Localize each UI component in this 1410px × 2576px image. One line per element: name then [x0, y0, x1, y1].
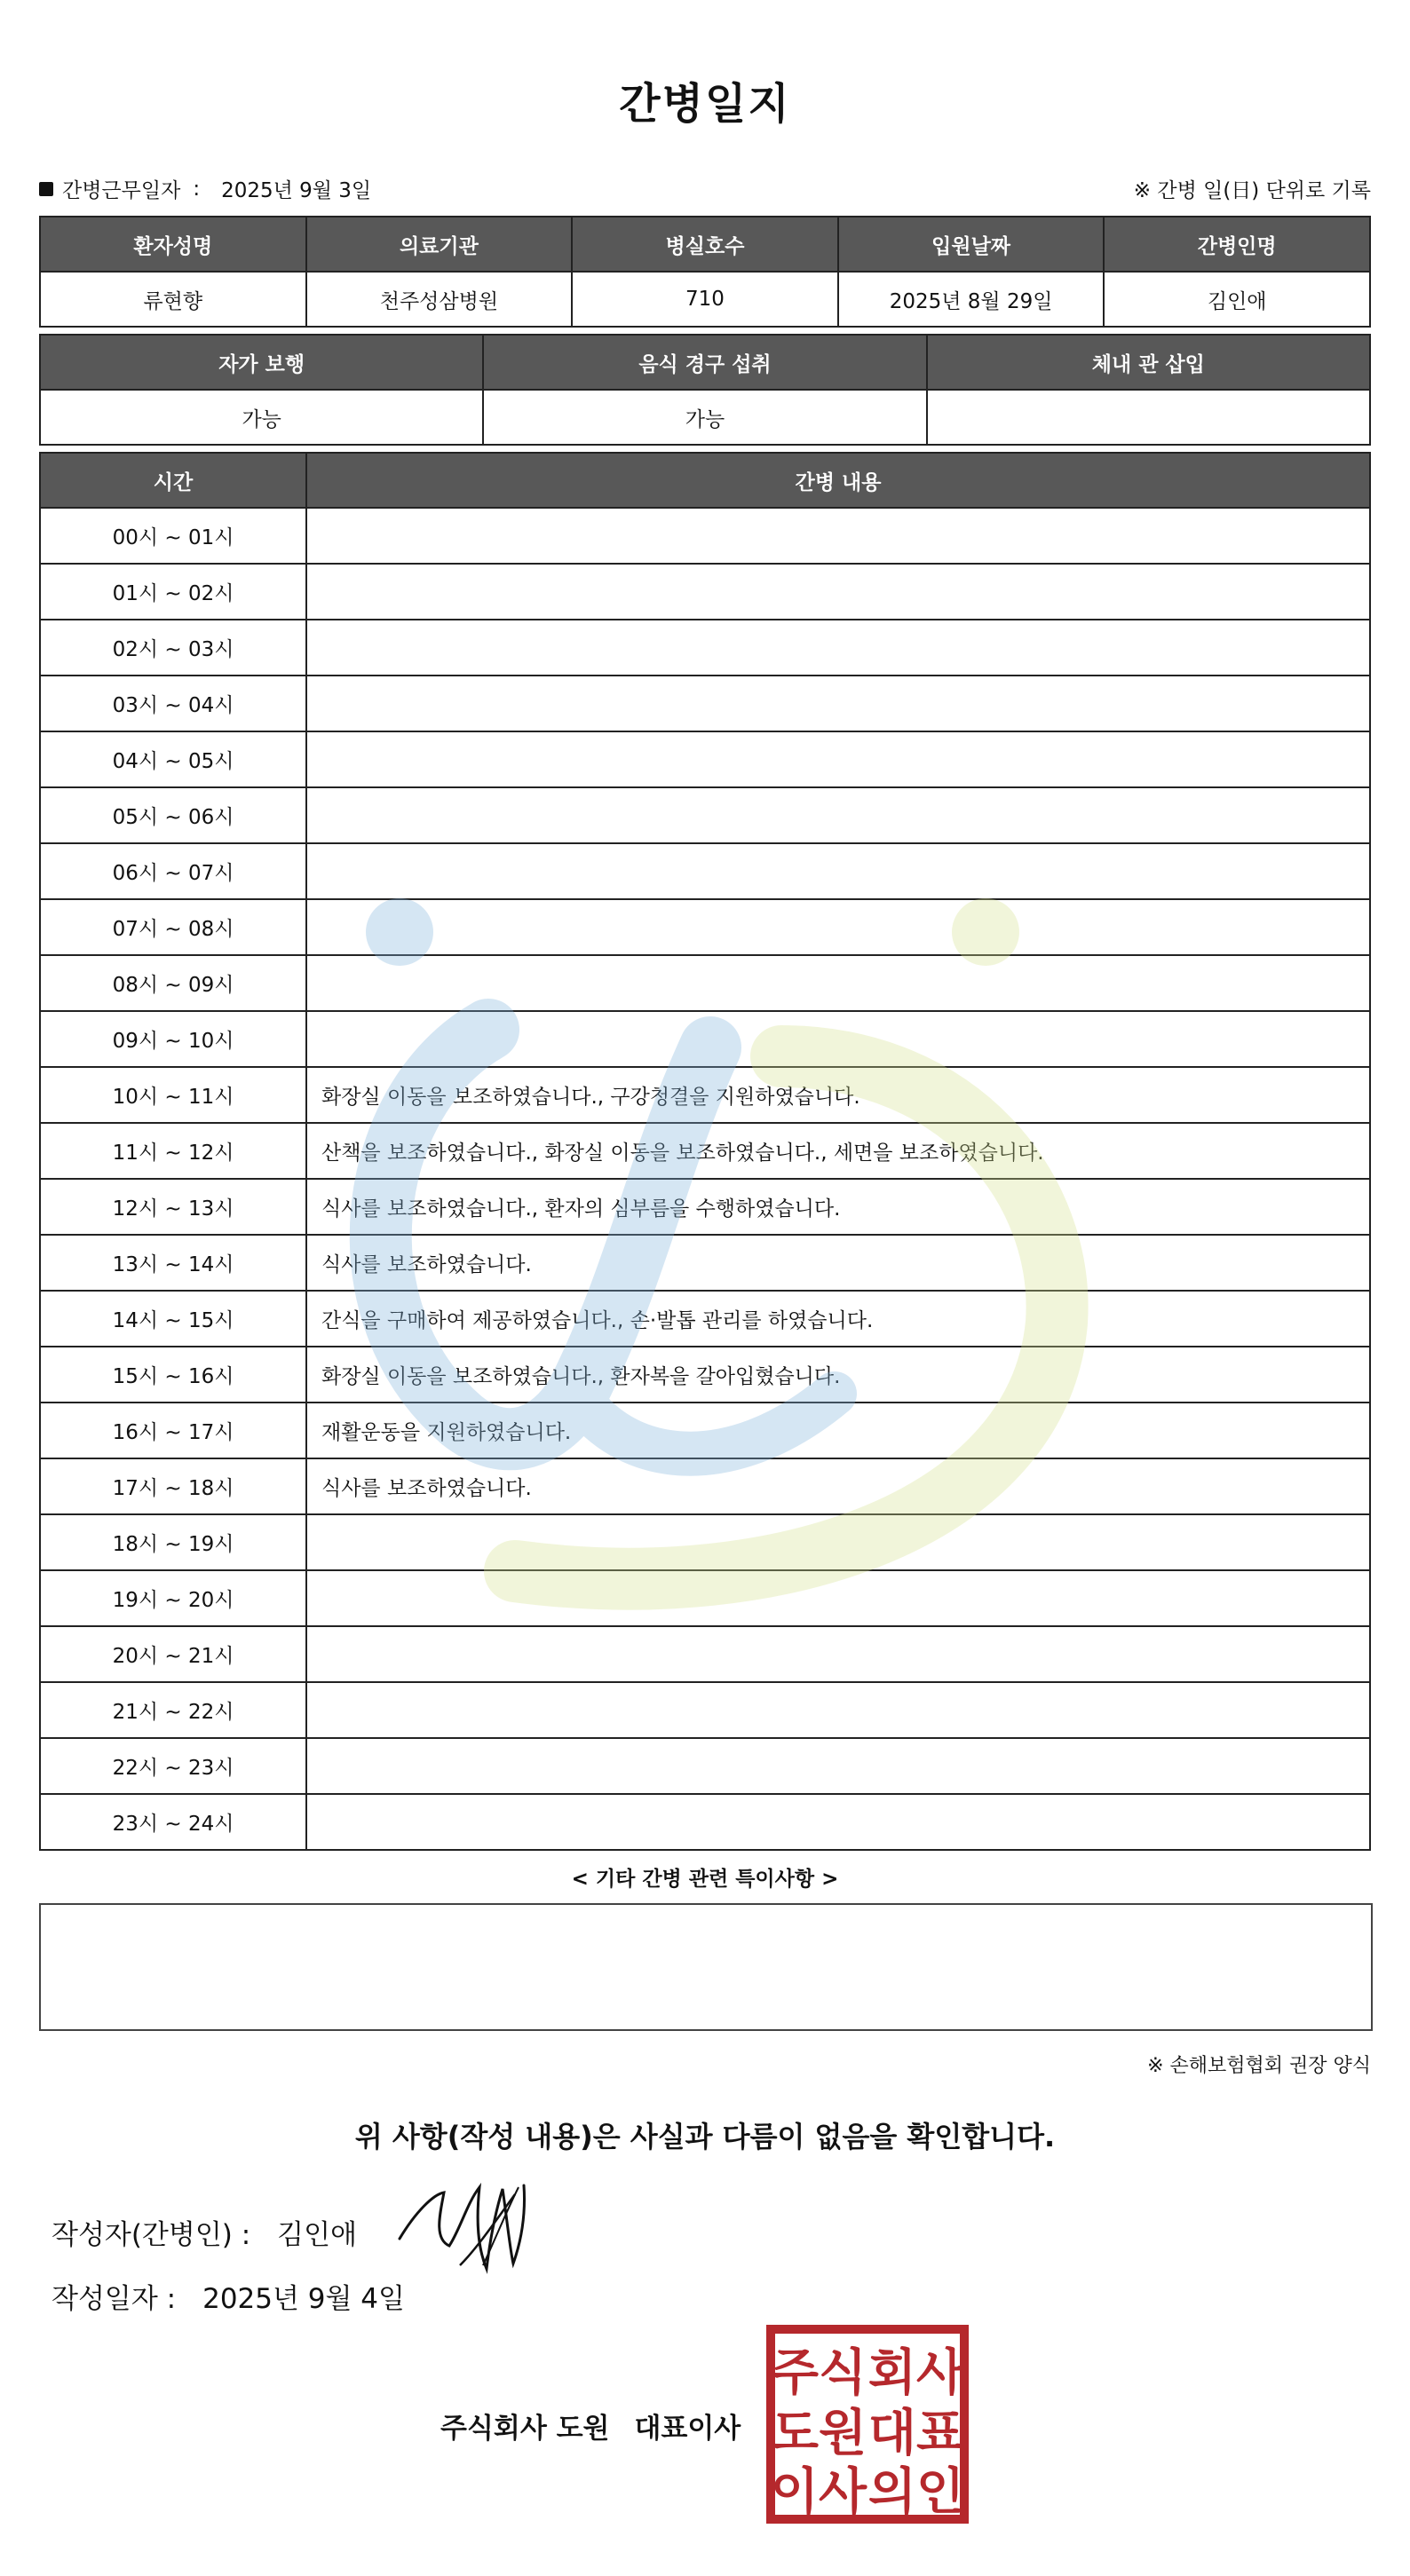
care-log-content: 화장실 이동을 보조하였습니다., 구강청결을 지원하였습니다. [306, 1067, 1370, 1123]
care-log-time: 10시 ~ 11시 [40, 1067, 306, 1123]
patient-status-header-row [40, 335, 1370, 390]
patient-status-table [39, 334, 1371, 446]
care-log-row [40, 1347, 1370, 1403]
care-log-row [40, 899, 1370, 955]
header-oral-intake: 음식 경구 섭취 [483, 335, 926, 390]
care-log-time: 05시 ~ 06시 [40, 787, 306, 843]
header-hospital: 의료기관 [306, 217, 573, 272]
care-log-content: 간식을 구매하여 제공하였습니다., 손·발톱 관리를 하였습니다. [306, 1291, 1370, 1347]
page-title: 간병일지 [619, 79, 791, 129]
care-log-row [40, 676, 1370, 731]
care-log-time: 13시 ~ 14시 [40, 1235, 306, 1291]
writer-label: 작성자(간병인) : [51, 2219, 251, 2251]
patient-status-value-row [40, 390, 1370, 445]
care-log-row [40, 787, 1370, 843]
header-admission-date: 입원날짜 [838, 217, 1105, 272]
care-log-time: 03시 ~ 04시 [40, 676, 306, 731]
care-log-row [40, 1514, 1370, 1570]
care-log-content [306, 1011, 1370, 1067]
care-log-content [306, 564, 1370, 620]
care-log-content [306, 955, 1370, 1011]
care-log-time: 23시 ~ 24시 [40, 1794, 306, 1850]
care-log-row [40, 1570, 1370, 1626]
care-log-content: 식사를 보조하였습니다., 환자의 심부름을 수행하였습니다. [306, 1179, 1370, 1235]
care-log-row [40, 1067, 1370, 1123]
square-bullet-icon [39, 182, 53, 196]
care-log-time: 01시 ~ 02시 [40, 564, 306, 620]
care-log-time: 07시 ~ 08시 [40, 899, 306, 955]
care-log-row [40, 731, 1370, 787]
work-date-line [39, 174, 371, 203]
work-date-separator: : [193, 177, 201, 201]
special-notes-title: < 기타 간병 관련 특이사항 > [571, 1868, 839, 1891]
written-date-label: 작성일자 : [51, 2283, 177, 2315]
care-log-content: 식사를 보조하였습니다. [306, 1235, 1370, 1291]
care-log-row [40, 508, 1370, 564]
care-log-time: 04시 ~ 05시 [40, 731, 306, 787]
care-log-row [40, 1738, 1370, 1794]
care-log-content [306, 676, 1370, 731]
svg-text:회사: 회사 [867, 2344, 965, 2402]
company-name: 주식회사 도원 [440, 2413, 610, 2445]
admission-date-value: 2025년 8월 29일 [838, 272, 1105, 327]
care-log-content [306, 1570, 1370, 1626]
room-number-value: 710 [572, 272, 838, 327]
work-date-label: 간병근무일자 [62, 179, 181, 202]
ceo-label: 대표이사 [634, 2413, 741, 2445]
care-log-content [306, 1626, 1370, 1682]
care-log-row [40, 564, 1370, 620]
care-log-content [306, 508, 1370, 564]
care-log-content: 식사를 보조하였습니다. [306, 1458, 1370, 1514]
care-log-time: 06시 ~ 07시 [40, 843, 306, 899]
patient-info-table [39, 216, 1371, 328]
unit-note: ※ 간병 일(日) 단위로 기록 [1133, 179, 1371, 202]
caregiver-name-value: 김인애 [1104, 272, 1370, 327]
company-seal-stamp [765, 2324, 970, 2525]
self-walking-value: 가능 [40, 390, 483, 445]
care-log-row [40, 620, 1370, 676]
patient-name-value: 류현향 [40, 272, 306, 327]
care-log-time: 09시 ~ 10시 [40, 1011, 306, 1067]
svg-text:대표: 대표 [867, 2405, 965, 2462]
care-log-body [40, 508, 1370, 1850]
header-room-number: 병실호수 [572, 217, 838, 272]
work-date-value: 2025년 9월 3일 [221, 179, 372, 202]
patient-info-header-row [40, 217, 1370, 272]
header-patient-name: 환자성명 [40, 217, 306, 272]
care-log-content [306, 731, 1370, 787]
care-log-content [306, 1514, 1370, 1570]
special-notes-box [39, 1903, 1373, 2031]
care-log-time: 00시 ~ 01시 [40, 508, 306, 564]
care-log-row [40, 1794, 1370, 1850]
care-log-content [306, 1738, 1370, 1794]
care-log-content: 화장실 이동을 보조하였습니다., 환자복을 갈아입혔습니다. [306, 1347, 1370, 1403]
written-date-line [51, 2276, 405, 2316]
care-log-content: 재활운동을 지원하였습니다. [306, 1403, 1370, 1458]
care-log-time: 14시 ~ 15시 [40, 1291, 306, 1347]
care-log-row [40, 1458, 1370, 1514]
care-log-row [40, 1235, 1370, 1291]
care-log-content: 산책을 보조하였습니다., 화장실 이동을 보조하였습니다., 세면을 보조하였습니다. [306, 1123, 1370, 1179]
care-log-row [40, 1011, 1370, 1067]
tube-insertion-value [927, 390, 1370, 445]
hospital-value: 천주성삼병원 [306, 272, 573, 327]
written-date-value: 2025년 9월 4일 [202, 2283, 405, 2315]
care-log-row [40, 843, 1370, 899]
svg-text:주식: 주식 [770, 2344, 867, 2402]
care-log-time: 17시 ~ 18시 [40, 1458, 306, 1514]
patient-info-value-row [40, 272, 1370, 327]
care-log-time: 12시 ~ 13시 [40, 1179, 306, 1235]
care-log-content [306, 620, 1370, 676]
care-log-time: 18시 ~ 19시 [40, 1514, 306, 1570]
confirmation-statement: 위 사항(작성 내용)은 사실과 다름이 없음을 확인합니다. [354, 2120, 1056, 2153]
care-log-content [306, 1682, 1370, 1738]
care-log-time: 08시 ~ 09시 [40, 955, 306, 1011]
care-log-row [40, 1179, 1370, 1235]
care-log-time: 22시 ~ 23시 [40, 1738, 306, 1794]
handwritten-signature [398, 2177, 531, 2274]
company-signature-line [440, 2406, 741, 2446]
svg-text:도원: 도원 [770, 2405, 867, 2462]
care-log-header-row [40, 453, 1370, 508]
care-log-table [39, 452, 1371, 1851]
care-log-content [306, 1794, 1370, 1850]
care-log-content [306, 843, 1370, 899]
care-log-row [40, 1123, 1370, 1179]
care-log-row [40, 955, 1370, 1011]
care-log-time: 15시 ~ 16시 [40, 1347, 306, 1403]
care-log-time: 16시 ~ 17시 [40, 1403, 306, 1458]
care-log-time: 19시 ~ 20시 [40, 1570, 306, 1626]
header-care-content: 간병 내용 [306, 453, 1370, 508]
care-log-content [306, 899, 1370, 955]
header-tube-insertion: 체내 관 삽입 [927, 335, 1370, 390]
care-log-time: 11시 ~ 12시 [40, 1123, 306, 1179]
svg-text:의인: 의인 [867, 2463, 965, 2521]
header-self-walking: 자가 보행 [40, 335, 483, 390]
oral-intake-value: 가능 [483, 390, 926, 445]
care-log-content [306, 787, 1370, 843]
care-log-time: 20시 ~ 21시 [40, 1626, 306, 1682]
care-log-row [40, 1403, 1370, 1458]
care-log-row [40, 1291, 1370, 1347]
header-caregiver-name: 간병인명 [1104, 217, 1370, 272]
care-log-row [40, 1626, 1370, 1682]
writer-line [51, 2212, 357, 2252]
care-log-time: 02시 ~ 03시 [40, 620, 306, 676]
care-log-row [40, 1682, 1370, 1738]
recommend-note: ※ 손해보험협회 권장 양식 [1147, 2055, 1371, 2077]
header-time: 시간 [40, 453, 306, 508]
writer-name: 김인애 [277, 2219, 358, 2251]
svg-text:이사: 이사 [770, 2463, 867, 2521]
care-log-time: 21시 ~ 22시 [40, 1682, 306, 1738]
